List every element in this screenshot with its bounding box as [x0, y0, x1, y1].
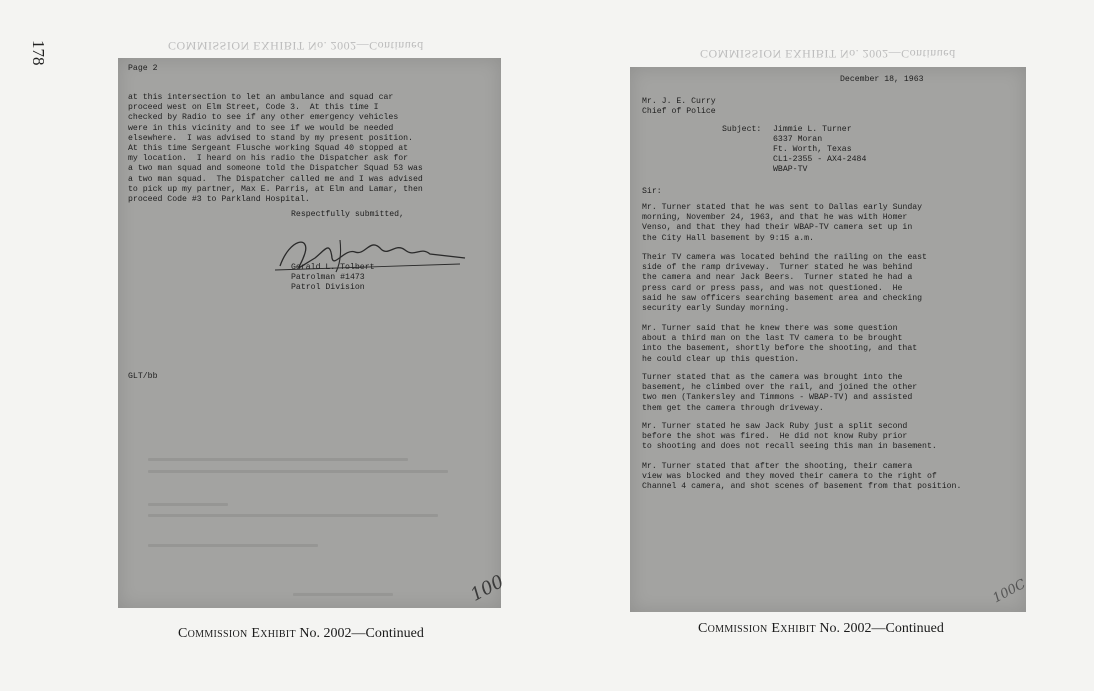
letter-date: December 18, 1963	[840, 75, 924, 84]
paragraph: Their TV camera was located behind the railing on the east side of the ramp driveway. Turner stated he was behind the camera and near Jack Beers. Turner stated he had a press card or press pass, and was not questioned. He said he saw officers searching basement area and checking security early Sunday morning.	[642, 253, 927, 314]
faded-text-line	[293, 593, 393, 596]
page-number: 178	[29, 40, 48, 66]
closing: Respectfully submitted,	[291, 210, 405, 219]
paragraph: Mr. Turner stated that after the shooting, their camera view was blocked and they moved their camera to the right of Channel 4 camera, and shot scenes of basement from that position.	[642, 462, 962, 492]
right-document	[630, 67, 1026, 612]
handwritten-number-right: 100C	[990, 576, 1029, 607]
caption-prefix: Commission Exhibit	[698, 621, 816, 636]
caption-left	[178, 626, 424, 642]
caption-right	[698, 621, 944, 637]
paragraph: Mr. Turner said that he knew there was some question about a third man on the last TV camera to be brought into the basement, shortly before the shooting, and that he could clear up this question.	[642, 324, 918, 364]
salutation: Sir:	[642, 187, 662, 196]
signer-name: Gerald L. Tolbert	[291, 263, 375, 272]
subject-line: Ft. Worth, Texas	[773, 145, 852, 154]
caption-prefix: Commission Exhibit	[178, 626, 296, 641]
faded-text-line	[148, 458, 408, 461]
subject-line: WBAP-TV	[773, 165, 808, 174]
subject-line: CL1-2355 - AX4-2484	[773, 155, 867, 164]
subject-label: Subject:	[722, 125, 762, 134]
bleed-through-heading-left: COMMISSION EXHIBIT No. 2002—Continued	[168, 39, 424, 53]
faded-text-line	[148, 470, 448, 473]
subject-line: Jimmie L. Turner	[773, 125, 852, 134]
faded-text-line	[148, 544, 318, 547]
typist-initials: GLT/bb	[128, 372, 158, 381]
faded-text-line	[148, 514, 438, 517]
report-body: at this intersection to let an ambulance and squad car proceed west on Elm Street, Code 3. At this time I checked by Radio to see if any other emergency vehicles were in this vicinity and to see if we would be needed elsewhere. I was advised to stand by my present position. At this time Sergeant Flusche working Squad 40 stopped at my location. I heard on his radio the Dispatcher ask for a two man squad and someone told the Dispatcher Squad 53 was a two man squad. The Dispatcher called me and I was advised to pick up my partner, Max E. Parris, at Elm and Lamar, then proceed Code #3 to Parkland Hospital.	[128, 93, 423, 205]
page-header: Page 2	[128, 64, 158, 73]
signer-rank: Patrolman #1473	[291, 273, 365, 282]
caption-suffix: No. 2002—Continued	[819, 621, 944, 636]
paragraph: Mr. Turner stated that he was sent to Dallas early Sunday morning, November 24, 1963, and that he was with Homer Venso, and that they had their WBAP-TV camera set up in the City Hall basement by 9:15 a.m.	[642, 203, 923, 243]
caption-suffix: No. 2002—Continued	[299, 626, 424, 641]
bleed-through-heading-right: COMMISSION EXHIBIT No. 2002—Continued	[700, 47, 956, 61]
signer-division: Patrol Division	[291, 283, 365, 292]
addressee-name: Mr. J. E. Curry	[642, 97, 716, 106]
addressee-title: Chief of Police	[642, 107, 716, 116]
handwritten-number-left: 100	[467, 571, 508, 606]
left-document	[118, 58, 501, 608]
subject-line: 6337 Moran	[773, 135, 823, 144]
paragraph: Mr. Turner stated he saw Jack Ruby just a split second before the shot was fired. He did not know Ruby prior to shooting and does not recall seeing this man in basement.	[642, 422, 937, 452]
paragraph: Turner stated that as the camera was brought into the basement, he climbed over the rail, and joined the other two men (Tankersley and Timmons - WBAP-TV) and assisted them get the camera through driveway.	[642, 373, 918, 413]
faded-text-line	[148, 503, 228, 506]
